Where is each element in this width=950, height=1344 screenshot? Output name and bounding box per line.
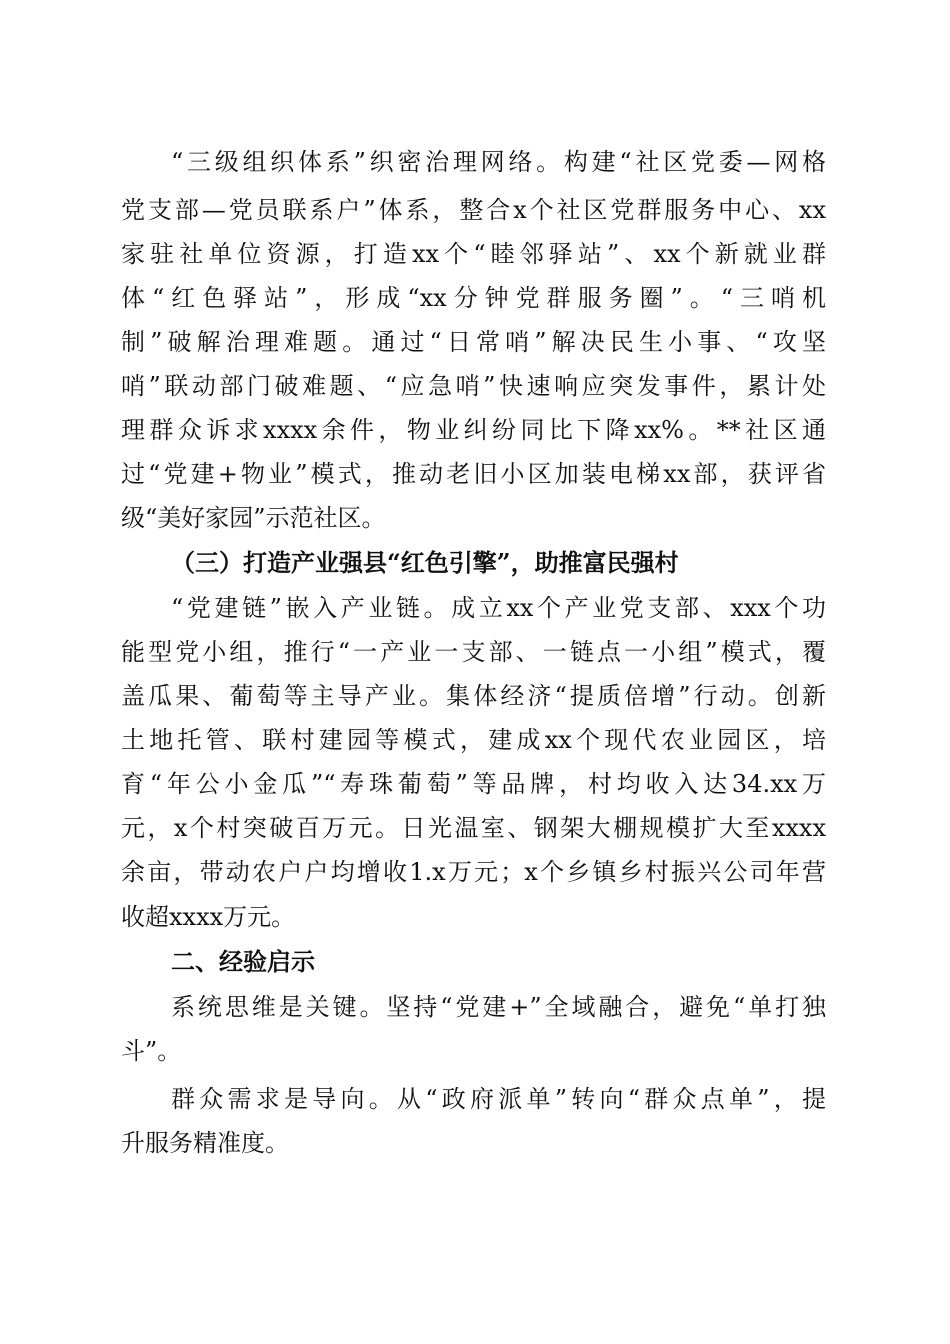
chapter-heading: 二、经验启示 (171, 948, 315, 976)
text-line: 土地托管、联村建园等模式，建成xx个现代农业园区，培 (121, 726, 826, 754)
text-line: 收超xxxx万元。 (121, 903, 296, 931)
text-line: 理群众诉求xxxx余件，物业纠纷同比下降xx%。**社区通 (121, 416, 826, 444)
text-line: 斗”。 (121, 1037, 182, 1065)
text-line: 党支部—党员联系户”体系，整合x个社区党群服务中心、xx (121, 196, 826, 224)
text-line: 家驻社单位资源，打造xx个“睦邻驿站”、xx个新就业群 (121, 240, 826, 268)
text-line: 育“年公小金瓜”“寿珠葡萄”等品牌，村均收入达34.xx万 (121, 770, 826, 798)
text-line: 群众需求是导向。从“政府派单”转向“群众点单”，提 (171, 1085, 826, 1113)
text-line: 升服务精准度。 (121, 1129, 289, 1157)
section-heading: （三）打造产业强县“红色引擎”，助推富民强村 (171, 548, 679, 577)
text-line: “党建链”嵌入产业链。成立xx个产业党支部、xxx个功 (171, 594, 826, 622)
text-line: 制”破解治理难题。通过“日常哨”解决民生小事、“攻坚 (121, 328, 826, 356)
text-line: 元，x个村突破百万元。日光温室、钢架大棚规模扩大至xxxx (121, 814, 826, 842)
text-line: 过“党建+物业”模式，推动老旧小区加装电梯xx部，获评省 (121, 460, 826, 488)
text-line: 系统思维是关键。坚持“党建+”全域融合，避免“单打独 (171, 993, 826, 1021)
text-line: 余亩，带动农户户均增收1.x万元；x个乡镇乡村振兴公司年营 (121, 858, 826, 886)
text-line: 体“红色驿站”，形成“xx分钟党群服务圈”。“三哨机 (121, 284, 826, 312)
text-line: “三级组织体系”织密治理网络。构建“社区党委—网格 (171, 148, 826, 176)
text-line: 盖瓜果、葡萄等主导产业。集体经济“提质倍增”行动。创新 (121, 682, 826, 710)
text-line: 级“美好家园”示范社区。 (121, 504, 386, 532)
text-line: 哨”联动部门破难题、“应急哨”快速响应突发事件，累计处 (121, 372, 826, 400)
text-line: 能型党小组，推行“一产业一支部、一链点一小组”模式，覆 (121, 638, 826, 666)
